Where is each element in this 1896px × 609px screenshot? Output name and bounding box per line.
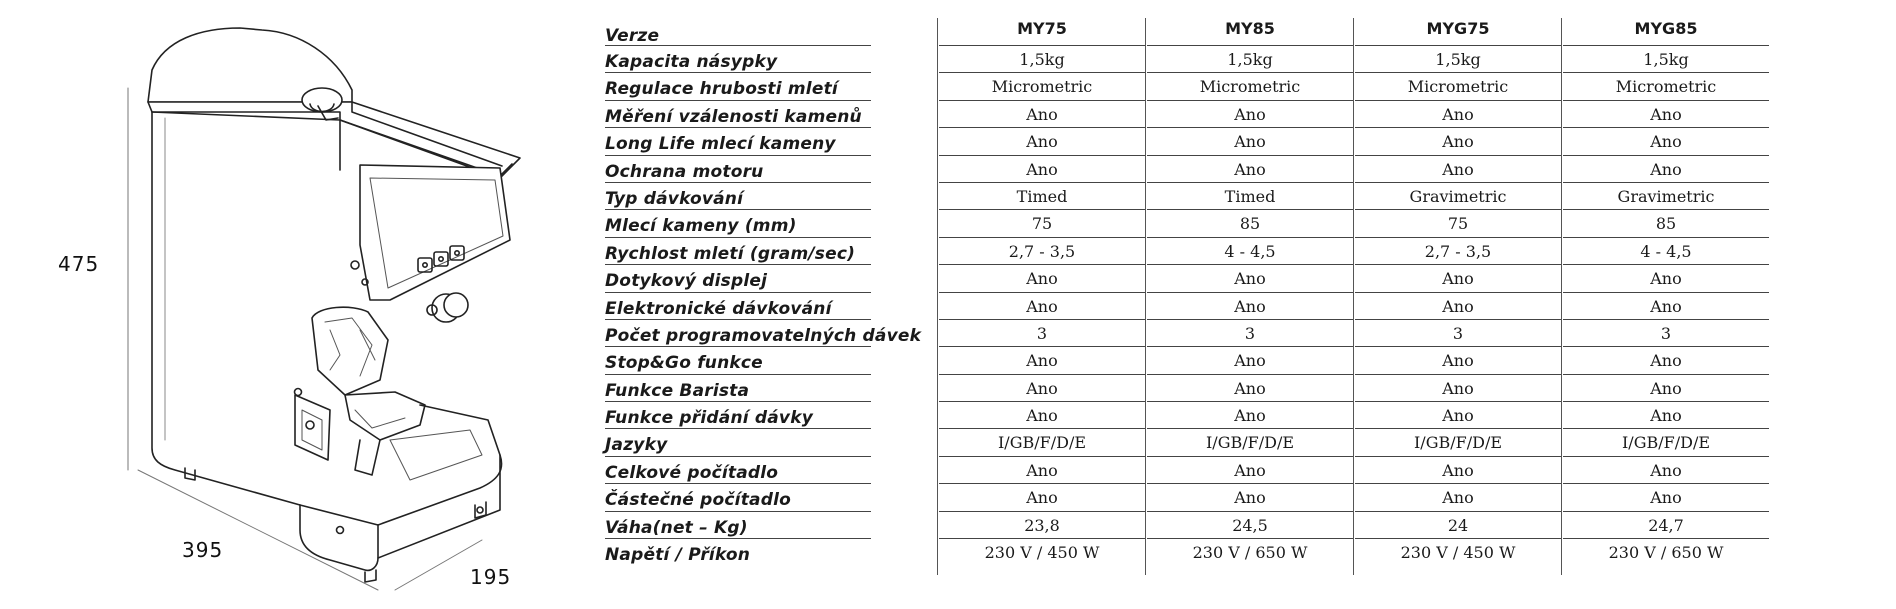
table-cell: 2,7 - 3,5 xyxy=(1424,241,1492,261)
table-cell: Ano xyxy=(1442,460,1474,480)
row-label: Mlecí kameny (mm) xyxy=(605,216,797,237)
spec-table xyxy=(605,18,1775,566)
table-cell: Ano xyxy=(1234,296,1266,316)
table-row xyxy=(605,347,1775,374)
row-label: Long Life mlecí kameny xyxy=(605,134,836,155)
table-cell: Ano xyxy=(1026,351,1058,371)
table-row xyxy=(605,457,1775,484)
table-cell: 23,8 xyxy=(1024,515,1060,535)
table-cell: Ano xyxy=(1026,104,1058,124)
table-cell: 1,5kg xyxy=(1019,50,1065,69)
table-cell: 85 xyxy=(1655,214,1677,234)
row-label: Kapacita násypky xyxy=(605,52,778,72)
table-cell: Ano xyxy=(1442,269,1474,289)
table-row xyxy=(605,265,1775,292)
table-cell: 4 - 4,5 xyxy=(1640,241,1692,261)
table-row xyxy=(605,512,1775,539)
table-cell: Ano xyxy=(1442,104,1474,124)
table-cell: I/GB/F/D/E xyxy=(1413,433,1503,453)
table-cell: Ano xyxy=(1650,132,1682,152)
table-cell: Ano xyxy=(1442,132,1474,152)
row-label: Rychlost mletí (gram/sec) xyxy=(605,243,856,264)
table-cell: Ano xyxy=(1026,296,1058,316)
row-label: Měření vzálenosti kamenů xyxy=(605,106,862,127)
table-row xyxy=(605,128,1775,155)
table-cell: Gravimetric xyxy=(1617,186,1715,206)
table-cell: Ano xyxy=(1650,406,1682,426)
row-label: Počet programovatelných dávek xyxy=(605,325,922,346)
table-row xyxy=(605,320,1775,347)
row-label: Napětí / Příkon xyxy=(605,545,751,566)
table-row xyxy=(605,484,1775,511)
table-cell: Ano xyxy=(1234,378,1266,398)
table-cell: Ano xyxy=(1442,296,1474,316)
table-row xyxy=(605,238,1775,265)
table-header-row xyxy=(605,18,1775,46)
table-cell: Ano xyxy=(1650,269,1682,289)
table-cell: Ano xyxy=(1650,488,1682,508)
row-label: Ochrana motoru xyxy=(605,161,764,182)
table-cell: 24,5 xyxy=(1232,515,1268,535)
table-cell: Ano xyxy=(1026,488,1058,508)
table-cell: Ano xyxy=(1650,460,1682,480)
table-cell: 1,5kg xyxy=(1227,50,1273,69)
table-cell: Ano xyxy=(1026,269,1058,289)
table-cell: 24 xyxy=(1447,515,1469,535)
table-cell: Micrometric xyxy=(1615,77,1717,97)
table-cell: Ano xyxy=(1234,132,1266,152)
table-cell: Ano xyxy=(1650,104,1682,124)
row-label: Regulace hrubosti mletí xyxy=(605,79,838,100)
table-cell: Gravimetric xyxy=(1409,186,1507,206)
table-cell: Timed xyxy=(1016,186,1068,206)
table-cell: Ano xyxy=(1026,159,1058,179)
dimension-height-label: 475 xyxy=(58,252,100,276)
table-cell: 230 V / 450 W xyxy=(1400,543,1516,563)
row-label: Váha(net – Kg) xyxy=(605,517,748,538)
table-row xyxy=(605,183,1775,210)
table-cell: Ano xyxy=(1026,460,1058,480)
table-cell: Ano xyxy=(1234,104,1266,124)
table-cell: Ano xyxy=(1442,406,1474,426)
table-cell: Ano xyxy=(1650,296,1682,316)
table-cell: 1,5kg xyxy=(1435,50,1481,69)
table-cell: Ano xyxy=(1234,406,1266,426)
table-row xyxy=(605,73,1775,100)
table-row xyxy=(605,156,1775,183)
table-cell: 75 xyxy=(1031,214,1053,234)
column-header-my75: MY75 xyxy=(1017,19,1067,38)
table-cell: Micrometric xyxy=(1407,77,1509,97)
table-cell: Ano xyxy=(1234,351,1266,371)
table-cell: Ano xyxy=(1234,269,1266,289)
dimension-depth-label: 395 xyxy=(182,538,224,562)
table-cell: Ano xyxy=(1442,159,1474,179)
table-cell: Ano xyxy=(1026,406,1058,426)
table-cell: Micrometric xyxy=(1199,77,1301,97)
table-row xyxy=(605,402,1775,429)
table-cell: Ano xyxy=(1650,378,1682,398)
table-cell: 3 xyxy=(1036,323,1048,343)
row-label: Funkce přidání dávky xyxy=(605,408,813,429)
column-header-my85: MY85 xyxy=(1225,19,1275,38)
table-cell: 230 V / 450 W xyxy=(984,543,1100,563)
row-label: Jazyky xyxy=(605,435,668,456)
table-cell: 3 xyxy=(1452,323,1464,343)
table-cell: 3 xyxy=(1244,323,1256,343)
table-cell: 230 V / 650 W xyxy=(1192,543,1308,563)
grinder-drawing xyxy=(0,0,600,605)
table-cell: Ano xyxy=(1442,488,1474,508)
table-cell: 1,5kg xyxy=(1643,50,1689,69)
table-cell: I/GB/F/D/E xyxy=(1205,433,1295,453)
table-cell: 2,7 - 3,5 xyxy=(1008,241,1076,261)
table-cell: Ano xyxy=(1234,159,1266,179)
column-header-myg75: MYG75 xyxy=(1426,19,1490,38)
table-cell: Ano xyxy=(1234,488,1266,508)
table-cell: Ano xyxy=(1026,132,1058,152)
row-label: Elektronické dávkování xyxy=(605,298,832,319)
table-cell: Timed xyxy=(1224,186,1276,206)
table-row xyxy=(605,293,1775,320)
row-label: Funkce Barista xyxy=(605,380,750,401)
row-label: Částečné počítadlo xyxy=(605,490,791,511)
table-row xyxy=(605,101,1775,128)
table-row xyxy=(605,46,1775,73)
table-row xyxy=(605,210,1775,237)
column-header-myg85: MYG85 xyxy=(1634,19,1698,38)
table-row xyxy=(605,429,1775,456)
table-row xyxy=(605,375,1775,402)
table-cell: Ano xyxy=(1026,378,1058,398)
table-cell: Ano xyxy=(1442,378,1474,398)
table-cell: 85 xyxy=(1239,214,1261,234)
table-cell: Ano xyxy=(1650,159,1682,179)
row-label: Typ dávkování xyxy=(605,188,744,209)
table-cell: 230 V / 650 W xyxy=(1608,543,1724,563)
table-cell: I/GB/F/D/E xyxy=(1621,433,1711,453)
dimension-width-label: 195 xyxy=(470,565,512,589)
table-row xyxy=(605,539,1775,566)
row-label: Stop&Go funkce xyxy=(605,353,763,374)
table-cell: I/GB/F/D/E xyxy=(997,433,1087,453)
table-cell: 3 xyxy=(1660,323,1672,343)
table-cell: 4 - 4,5 xyxy=(1224,241,1276,261)
grinder-line-drawing xyxy=(0,0,600,605)
table-cell: Micrometric xyxy=(991,77,1093,97)
table-cell: Ano xyxy=(1442,351,1474,371)
table-cell: 75 xyxy=(1447,214,1469,234)
row-label: Dotykový displej xyxy=(605,271,768,292)
table-cell: Ano xyxy=(1650,351,1682,371)
row-label: Celkové počítadlo xyxy=(605,462,779,483)
table-cell: 24,7 xyxy=(1648,515,1684,535)
header-label: Verze xyxy=(605,26,660,46)
table-cell: Ano xyxy=(1234,460,1266,480)
